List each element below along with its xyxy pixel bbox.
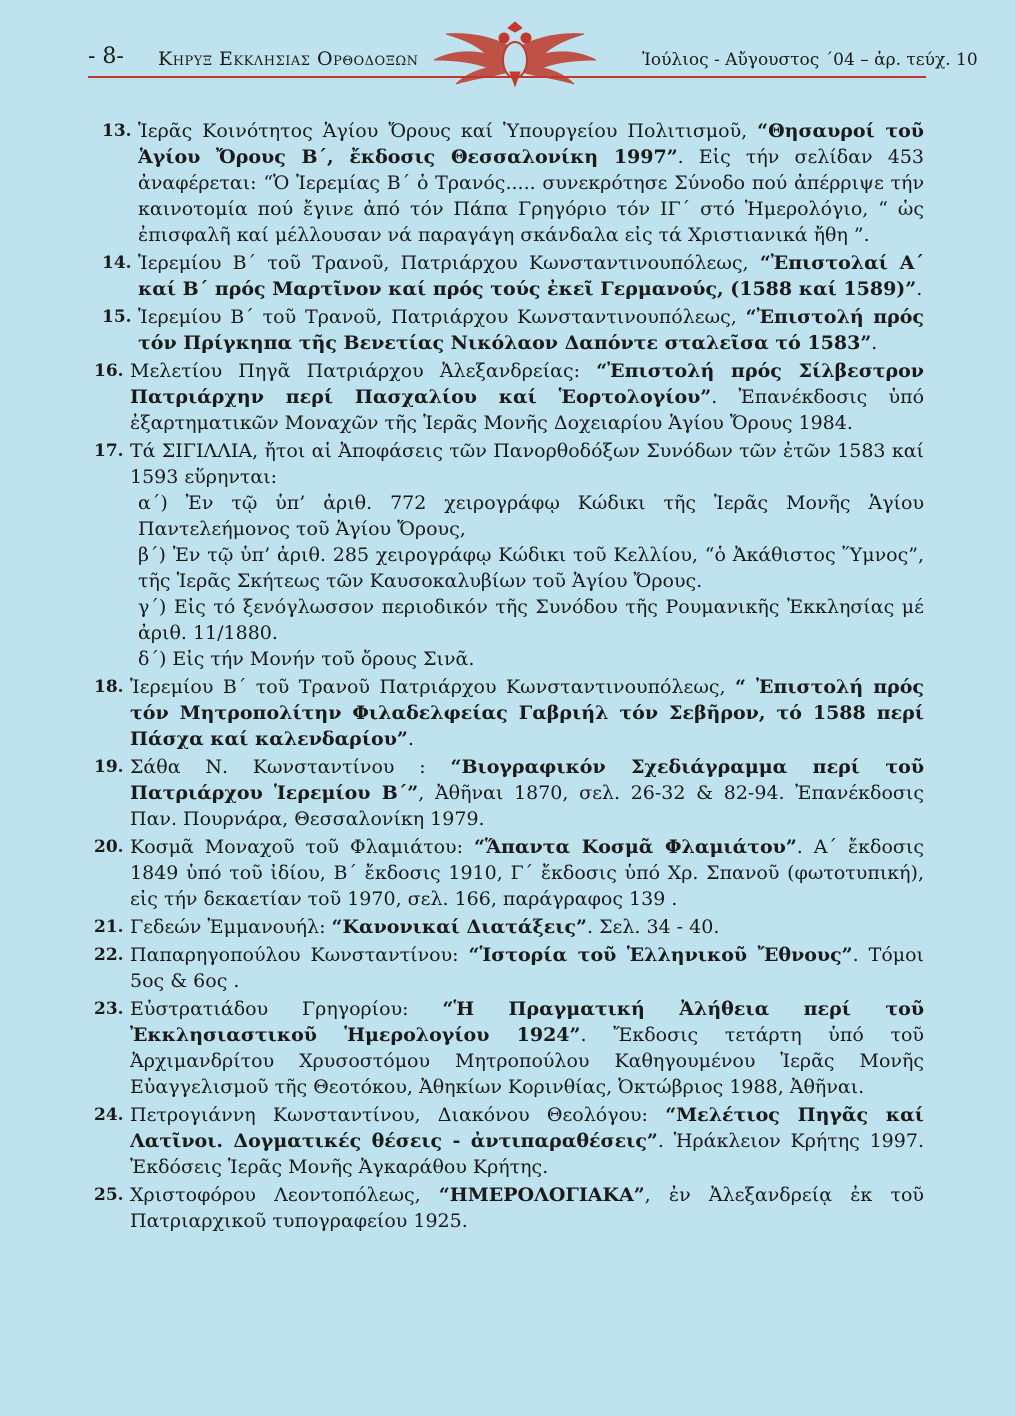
reference-title: “Ἡ Πραγματική Ἀλήθεια περί τοῦ Ἐκκλησιαστικοῦ Ἡμερολογίου 1924” — [130, 998, 924, 1046]
reference-number: 22. — [94, 945, 124, 965]
reference-text — [130, 834, 924, 912]
reference-title: “Θησαυροί τοῦ Ἁγίου Ὄρους Β΄, ἔκδοσις Θεσσαλονίκη 1997” — [138, 120, 924, 168]
reference-title: “Βιογραφικόν Σχεδιάγραμμα περί τοῦ Πατριάρχου Ἱερεμίου Β΄” — [130, 756, 925, 804]
reference-subitem: α΄) Ἐν τῷ ὑπ’ ἀριθ. 772 χειρογράφῳ Κώδικι τῆς Ἱερᾶς Μονῆς Ἁγίου Παντελεήμονος τοῦ Ἁγίου Ὄρους, — [138, 492, 924, 540]
reference-number: 19. — [94, 757, 124, 777]
reference-title: “ΗΜΕΡΟΛΟΓΙΑΚΑ” — [438, 1184, 645, 1206]
reference-details: . — [871, 332, 878, 354]
reference-author: Εὐστρατιάδου Γρηγορίου: — [130, 998, 443, 1020]
reference-item — [94, 438, 924, 672]
reference-number: 15. — [102, 307, 132, 327]
reference-subitem: γ΄) Εἰς τό ξενόγλωσσον περιοδικόν τῆς Συνόδου τῆς Ρουμανικῆς Ἐκκλησίας μέ ἀριθ. 11/1880. — [138, 596, 924, 644]
reference-text — [130, 996, 924, 1100]
reference-item — [94, 834, 924, 912]
journal-title: Κηρυξ Εκκλησιας Ορθοδοξων — [158, 48, 419, 70]
reference-author: Ἱερεμίου Β΄ τοῦ Τρανοῦ, Πατριάρχου Κωνσταντινουπόλεως, — [138, 306, 746, 328]
reference-title: “Ἐπιστολή πρός Σίλβεστρον Πατριάρχην περί Πασχαλίου καί Ἑορτολογίου” — [130, 360, 924, 408]
reference-title: “Μελέτιος Πηγᾶς καί Λατῖνοι. Δογματικές θέσεις - ἀντιπαραθέσεις” — [130, 1104, 924, 1152]
reference-author: Ἱερᾶς Κοινότητος Ἁγίου Ὄρους καί Ὑπουργείου Πολιτισμοῦ, — [138, 120, 758, 142]
reference-details: . — [916, 278, 923, 300]
reference-title: “ Ἐπιστολή πρός τόν Μητροπολίτην Φιλαδελφείας Γαβριήλ τόν Σεβῆρον, τό 1588 περί Πάσχα καί καλενδαρίου” — [130, 676, 924, 750]
reference-item — [102, 250, 924, 302]
reference-details: . Σελ. 34 - 40. — [586, 916, 720, 938]
reference-text — [130, 754, 924, 832]
reference-author: Παπαρηγοπούλου Κωνσταντίνου: — [130, 944, 469, 966]
reference-text — [130, 438, 924, 672]
reference-item — [94, 358, 924, 436]
reference-author: Χριστοφόρου Λεοντοπόλεως, — [130, 1184, 439, 1206]
reference-title: “Ἅπαντα Κοσμᾶ Φλαμιάτου” — [473, 836, 797, 858]
reference-author: Τά ΣΙΓΙΛΛΙΑ, ἤτοι αἱ Ἀποφάσεις τῶν Πανορθοδόξων Συνόδων τῶν ἐτῶν 1583 καί 1593 εὕρηνται: — [130, 440, 924, 488]
reference-details: . Ἔκδοσις τετάρτη ὑπό τοῦ Ἀρχιμανδρίτου Χρυσοστόμου Μητροπούλου Καθηγουμένου Ἱερᾶς Μονῆς Εὐαγγελισμοῦ τῆς Θεοτόκου, Ἀθηκίων Κορινθίας, Ὀκτώβριος 1988, Ἀθῆναι. — [130, 1024, 924, 1098]
reference-title: “Ἐπιστολαί Α΄ καί Β΄ πρός Μαρτῖνον καί πρός τούς ἐκεῖ Γερμανούς, (1588 καί 1589)” — [138, 252, 924, 300]
reference-item — [94, 674, 924, 752]
reference-item — [94, 996, 924, 1100]
reference-details: . Ἡράκλειον Κρήτης 1997. Ἐκδόσεις Ἱερᾶς Μονῆς Ἀγκαράθου Κρήτης. — [130, 1130, 924, 1178]
reference-details: . Τόμοι 5ος & 6ος . — [130, 944, 924, 992]
reference-number: 20. — [94, 837, 124, 857]
reference-number: 25. — [94, 1185, 124, 1205]
reference-text — [138, 304, 924, 356]
reference-author: Ἱερεμίου Β΄ τοῦ Τρανοῦ, Πατριάρχου Κωνσταντινουπόλεως, — [138, 252, 760, 274]
reference-details: . Εἰς τήν σελίδαν 453 ἀναφέρεται: “Ὁ Ἱερεμίας Β΄ ὁ Τρανός..... συνεκρότησε Σύνοδο πού ἀπέρριψε τήν καινοτομία πού ἔγινε ἀπό τόν Πάπα Γρηγόριο τόν ΙΓ΄ στό Ἡμερολόγιο, “ ὡς ἐπισφαλῆ καί μέλλουσαν νά παραγάγη σκάνδαλα εἰς τά Χριστιανικά ἤθη ”. — [138, 146, 924, 246]
reference-item — [102, 118, 924, 248]
reference-item — [102, 304, 924, 356]
reference-text — [130, 942, 924, 994]
reference-number: 18. — [94, 677, 124, 697]
reference-details: . Α΄ ἔκδοσις 1849 ὑπό τοῦ ἰδίου, Β΄ ἔκδοσις 1910, Γ΄ ἔκδοσις ὑπό Χρ. Σπανοῦ (φωτοτυπική), εἰς τήν δεκαετίαν τοῦ 1970, σελ. 166, παράγραφος 139 . — [130, 836, 924, 910]
reference-title: “Κανονικαί Διατάξεις” — [331, 916, 587, 938]
reference-text — [138, 118, 924, 248]
reference-details: . Ἐπανέκδοσις ὑπό ἐξαρτηματικῶν Μοναχῶν τῆς Ἱερᾶς Μονῆς Δοχειαρίου Ἁγίου Ὄρους 1984. — [130, 386, 925, 434]
reference-text — [130, 674, 924, 752]
reference-number: 13. — [102, 121, 132, 141]
reference-author: Κοσμᾶ Μοναχοῦ τοῦ Φλαμιάτου: — [130, 836, 474, 858]
reference-subitem: β΄) Ἐν τῷ ὑπ’ ἀριθ. 285 χειρογράφῳ Κώδικι τοῦ Κελλίου, “ὁ Ἀκάθιστος Ὕμνος”, τῆς Ἱερᾶς Σκήτεως τῶν Καυσοκαλυβίων τοῦ Ἁγίου Ὄρους. — [138, 544, 924, 592]
reference-item — [94, 914, 924, 940]
reference-item — [94, 942, 924, 994]
reference-author: Μελετίου Πηγᾶ Πατριάρχου Ἀλεξανδρείας: — [130, 360, 597, 382]
reference-text — [130, 1102, 924, 1180]
reference-number: 16. — [94, 361, 124, 381]
reference-text — [130, 914, 924, 940]
reference-item — [94, 1182, 924, 1234]
reference-number: 14. — [102, 253, 132, 273]
reference-author: Πετρογιάννη Κωνσταντίνου, Διακόνου Θεολόγου: — [130, 1104, 666, 1126]
reference-title: “Ἱστορία τοῦ Ἑλληνικοῦ Ἔθνους” — [468, 944, 853, 966]
reference-subitem: δ΄) Εἰς τήν Μονήν τοῦ ὄρους Σινᾶ. — [138, 648, 475, 670]
reference-title: “Ἐπιστολή πρός τόν Πρίγκηπα τῆς Βενετίας Νικόλαον Δαπόντε σταλεῖσα τό 1583” — [138, 306, 925, 354]
page-header — [0, 0, 1015, 100]
reference-number: 21. — [94, 917, 124, 937]
reference-author: Σάθα Ν. Κωνσταντίνου : — [130, 756, 451, 778]
double-headed-eagle-icon — [416, 20, 614, 88]
reference-number: 17. — [94, 441, 124, 461]
reference-details: . — [407, 728, 414, 750]
reference-details: , Ἀθῆναι 1870, σελ. 26-32 & 82-94. Ἐπανέκδοσις Παν. Πουρνάρα, Θεσσαλονίκη 1979. — [130, 782, 924, 830]
reference-item — [94, 754, 924, 832]
reference-text — [130, 358, 924, 436]
reference-details: , ἐν Ἀλεξανδρείᾳ ἐκ τοῦ Πατριαρχικοῦ τυπογραφείου 1925. — [130, 1184, 924, 1232]
reference-author: Ἱερεμίου Β΄ τοῦ Τρανοῦ Πατριάρχου Κωνσταντινουπόλεως, — [130, 676, 736, 698]
reference-text — [130, 1182, 924, 1234]
issue-info: Ἰούλιος - Αὔγουστος ΄04 – ἀρ. τεύχ. 10 — [642, 50, 978, 70]
references-list — [94, 118, 924, 1236]
reference-author: Γεδεών Ἐμμανουήλ: — [130, 916, 332, 938]
reference-text — [138, 250, 924, 302]
page-number: - 8- — [88, 44, 124, 69]
reference-number: 24. — [94, 1105, 124, 1125]
reference-item — [94, 1102, 924, 1180]
reference-number: 23. — [94, 999, 124, 1019]
